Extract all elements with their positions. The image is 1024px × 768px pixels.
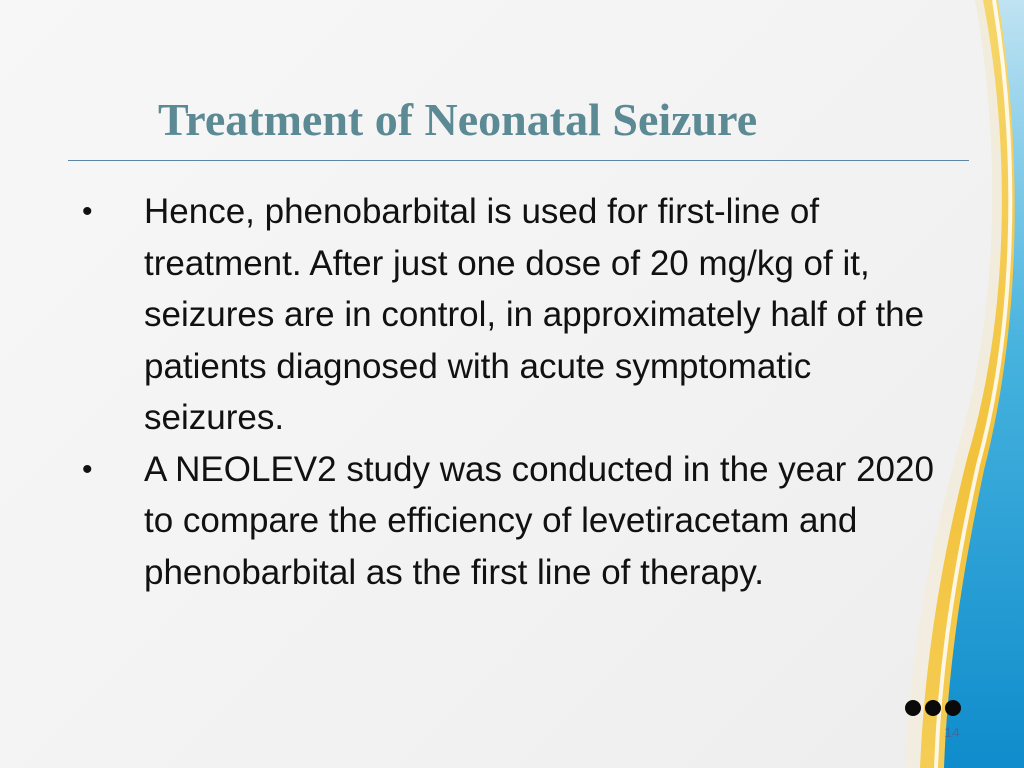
bullet-text: A NEOLEV2 study was conducted in the year 2020 to compare the efficiency of levetiracetam and phenobarbital as the first line of therapy.: [144, 449, 934, 592]
bullet-marker: •: [82, 195, 93, 228]
slide-title: Treatment of Neonatal Seizure: [158, 94, 758, 145]
bullet-text: Hence, phenobarbital is used for first-line of treatment. After just one dose of 20 mg/kg of it, seizures are in control, in approximately half of the patients diagnosed with acute symptomatic seizures.: [144, 192, 925, 437]
bullet-item: [0, 444, 936, 599]
three-dots-icon: [902, 697, 964, 719]
page-number: 14: [944, 724, 960, 740]
bullet-list: [0, 186, 936, 598]
bullet-marker: •: [82, 452, 93, 486]
bullet-item: [0, 186, 936, 444]
title-divider: [68, 160, 969, 161]
